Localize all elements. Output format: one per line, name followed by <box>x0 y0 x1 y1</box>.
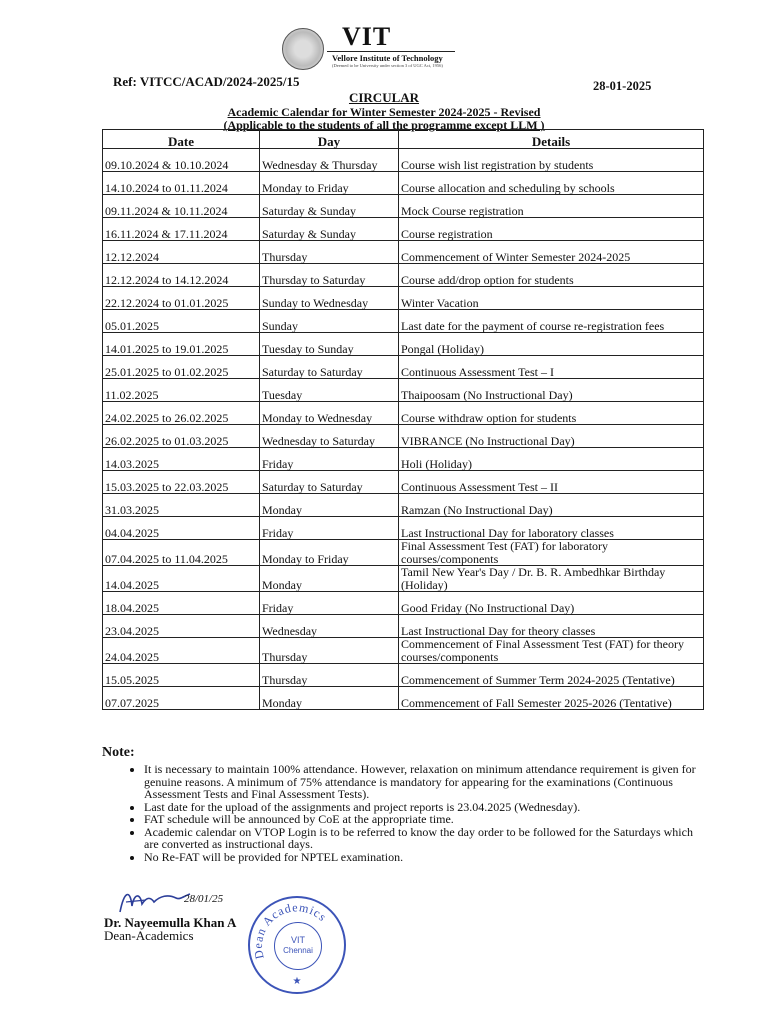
row-date: 16.11.2024 & 17.11.2024 <box>103 218 260 241</box>
table-row <box>103 687 704 710</box>
table-row <box>103 615 704 638</box>
stamp-ring-text: Dean Academics <box>250 900 330 961</box>
header-details: Details <box>399 130 704 149</box>
table-row <box>103 471 704 494</box>
table-row <box>103 566 704 592</box>
stamp-center <box>274 922 322 970</box>
institute-full-name: Vellore Institute of Technology <box>332 53 443 63</box>
row-day: Saturday to Saturday <box>260 471 399 494</box>
note-item: • FAT schedule will be announced by CoE at the appropriate time. <box>144 813 704 826</box>
table-row <box>103 287 704 310</box>
table-row <box>103 638 704 664</box>
row-details: Thaipoosam (No Instructional Day) <box>399 379 704 402</box>
table-header-row <box>103 130 704 149</box>
reference-number: Ref: VITCC/ACAD/2024-2025/15 <box>113 74 300 89</box>
table-row <box>103 517 704 540</box>
row-date: 12.12.2024 <box>103 241 260 264</box>
row-day: Thursday <box>260 638 399 664</box>
table-body <box>103 149 704 710</box>
letterhead <box>282 22 457 70</box>
row-day: Saturday & Sunday <box>260 218 399 241</box>
row-day: Tuesday <box>260 379 399 402</box>
row-details: Last Instructional Day for theory classes <box>399 615 704 638</box>
row-date: 25.01.2025 to 01.02.2025 <box>103 356 260 379</box>
table-row <box>103 172 704 195</box>
row-date: 14.04.2025 <box>103 566 260 592</box>
table-row <box>103 310 704 333</box>
row-details: Mock Course registration <box>399 195 704 218</box>
row-day: Monday to Friday <box>260 540 399 566</box>
signer-role: Dean-Academics <box>104 928 194 943</box>
table-row <box>103 540 704 566</box>
signer-name: Dr. Nayeemulla Khan A <box>104 915 237 930</box>
table-row <box>103 494 704 517</box>
row-details: Holi (Holiday) <box>399 448 704 471</box>
table-row <box>103 195 704 218</box>
calendar-title: Academic Calendar for Winter Semester 2024-2025 - Revised <box>227 105 541 119</box>
row-details: Ramzan (No Instructional Day) <box>399 494 704 517</box>
row-day: Monday <box>260 687 399 710</box>
table-row <box>103 379 704 402</box>
row-details: Good Friday (No Instructional Day) <box>399 592 704 615</box>
institute-note: (Deemed to be University under section 3 of UGC Act, 1956) <box>332 63 443 68</box>
letterhead-rule <box>327 51 455 52</box>
table-row <box>103 356 704 379</box>
row-day: Thursday <box>260 664 399 687</box>
row-details: Commencement of Winter Semester 2024-2025 <box>399 241 704 264</box>
note-item: • Academic calendar on VTOP Login is to be referred to know the day order to be followed for the Saturdays which are converted as instructional days. <box>144 826 704 851</box>
row-details: Pongal (Holiday) <box>399 333 704 356</box>
row-details: Course wish list registration by students <box>399 149 704 172</box>
circular-date: 28-01-2025 <box>593 79 652 93</box>
row-date: 12.12.2024 to 14.12.2024 <box>103 264 260 287</box>
circular-label: CIRCULAR <box>348 90 420 105</box>
row-day: Sunday to Wednesday <box>260 287 399 310</box>
row-day: Friday <box>260 517 399 540</box>
table-row <box>103 241 704 264</box>
row-day: Monday <box>260 494 399 517</box>
calendar-table <box>102 129 704 710</box>
row-date: 04.04.2025 <box>103 517 260 540</box>
row-date: 22.12.2024 to 01.01.2025 <box>103 287 260 310</box>
signature-date: 28/01/25 <box>184 893 224 905</box>
row-details: Commencement of Fall Semester 2025-2026 (Tentative) <box>399 687 704 710</box>
row-details: Tamil New Year's Day / Dr. B. R. Ambedhkar Birthday (Holiday) <box>399 566 704 592</box>
row-day: Wednesday & Thursday <box>260 149 399 172</box>
row-details: Continuous Assessment Test – II <box>399 471 704 494</box>
row-details: VIBRANCE (No Instructional Day) <box>399 425 704 448</box>
note-item: • No Re-FAT will be provided for NPTEL examination. <box>144 851 704 864</box>
row-date: 26.02.2025 to 01.03.2025 <box>103 425 260 448</box>
table-row <box>103 425 704 448</box>
row-date: 05.01.2025 <box>103 310 260 333</box>
row-details: Winter Vacation <box>399 287 704 310</box>
row-date: 24.02.2025 to 26.02.2025 <box>103 402 260 425</box>
notes-title: Note: <box>102 745 135 760</box>
table-row <box>103 218 704 241</box>
row-day: Sunday <box>260 310 399 333</box>
row-date: 23.04.2025 <box>103 615 260 638</box>
row-day: Thursday <box>260 241 399 264</box>
row-details: Final Assessment Test (FAT) for laboratory courses/components <box>399 540 704 566</box>
institute-short-name: VIT <box>342 22 392 51</box>
university-seal-icon <box>282 28 324 70</box>
row-day: Tuesday to Sunday <box>260 333 399 356</box>
table-row <box>103 592 704 615</box>
row-date: 09.10.2024 & 10.10.2024 <box>103 149 260 172</box>
row-details: Commencement of Summer Term 2024-2025 (Tentative) <box>399 664 704 687</box>
stamp-star-icon: ★ <box>292 976 302 987</box>
row-date: 14.01.2025 to 19.01.2025 <box>103 333 260 356</box>
row-details: Course registration <box>399 218 704 241</box>
row-day: Thursday to Saturday <box>260 264 399 287</box>
row-date: 15.03.2025 to 22.03.2025 <box>103 471 260 494</box>
note-item: • It is necessary to maintain 100% attendance. However, relaxation on minimum attendance requirement is given for genuine reasons. A minimum of 75% attendance is mandatory for appearing for the examinations (Continuous Assessment Tests and Final Assessment Tests). <box>144 763 704 801</box>
header-date: Date <box>103 130 260 149</box>
row-date: 07.07.2025 <box>103 687 260 710</box>
row-day: Wednesday to Saturday <box>260 425 399 448</box>
row-details: Commencement of Final Assessment Test (FAT) for theory courses/components <box>399 638 704 664</box>
row-day: Friday <box>260 592 399 615</box>
row-date: 31.03.2025 <box>103 494 260 517</box>
table-row <box>103 664 704 687</box>
row-day: Saturday to Saturday <box>260 356 399 379</box>
row-date: 09.11.2024 & 10.11.2024 <box>103 195 260 218</box>
header-day: Day <box>260 130 399 149</box>
row-day: Wednesday <box>260 615 399 638</box>
row-day: Monday <box>260 566 399 592</box>
row-day: Saturday & Sunday <box>260 195 399 218</box>
note-item: • Last date for the upload of the assignments and project reports is 23.04.2025 (Wednesday). <box>144 801 704 814</box>
row-details: Course allocation and scheduling by schools <box>399 172 704 195</box>
row-details: Continuous Assessment Test – I <box>399 356 704 379</box>
table-row <box>103 402 704 425</box>
row-day: Friday <box>260 448 399 471</box>
official-stamp <box>248 896 346 994</box>
stamp-center-line1: VIT <box>290 935 305 945</box>
row-date: 11.02.2025 <box>103 379 260 402</box>
table-row <box>103 264 704 287</box>
row-details: Last date for the payment of course re-registration fees <box>399 310 704 333</box>
row-day: Monday to Friday <box>260 172 399 195</box>
row-date: 14.03.2025 <box>103 448 260 471</box>
notes-list <box>120 763 704 863</box>
row-details: Course withdraw option for students <box>399 402 704 425</box>
row-date: 15.05.2025 <box>103 664 260 687</box>
row-details: Last Instructional Day for laboratory classes <box>399 517 704 540</box>
row-date: 14.10.2024 to 01.11.2024 <box>103 172 260 195</box>
stamp-center-line2: Chennai <box>283 946 313 955</box>
row-details: Course add/drop option for students <box>399 264 704 287</box>
row-date: 07.04.2025 to 11.04.2025 <box>103 540 260 566</box>
row-day: Monday to Wednesday <box>260 402 399 425</box>
row-date: 24.04.2025 <box>103 638 260 664</box>
table-row <box>103 448 704 471</box>
table-row <box>103 149 704 172</box>
row-date: 18.04.2025 <box>103 592 260 615</box>
calendar-subtitle: (Applicable to the students of all the programme except LLM ) <box>223 118 545 132</box>
table-row <box>103 333 704 356</box>
